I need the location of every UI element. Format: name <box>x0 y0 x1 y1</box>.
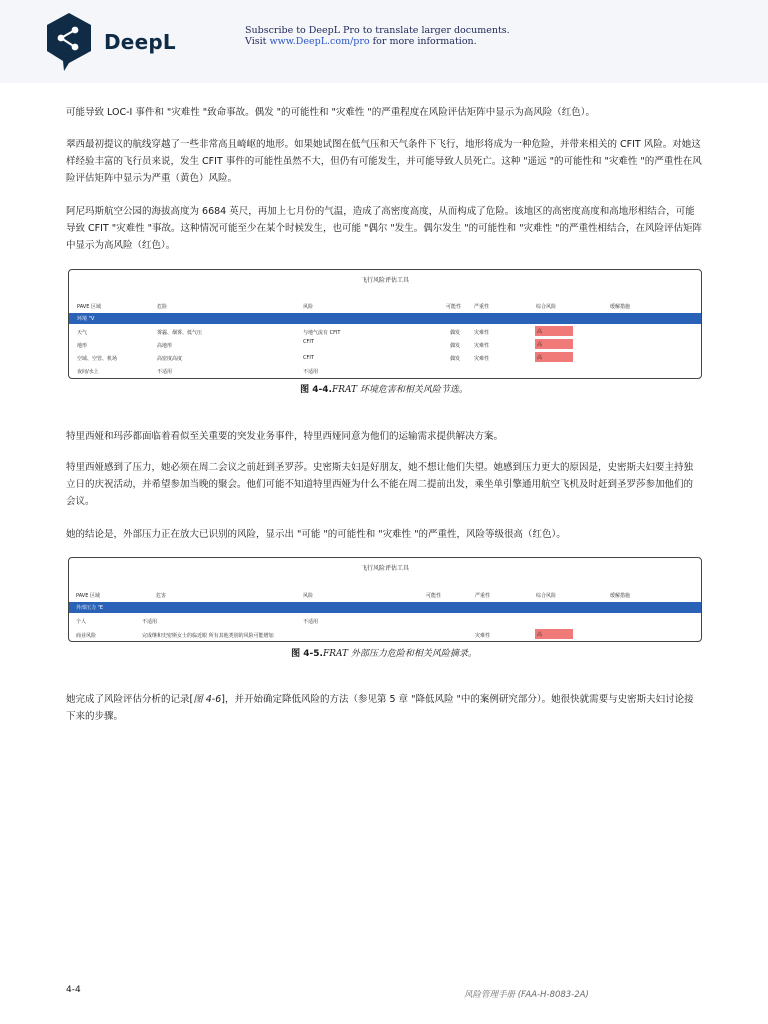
col-mitigation: 缓解措施 <box>610 304 631 310</box>
paragraph-7 <box>66 691 702 725</box>
risk-high-badge <box>535 352 573 362</box>
cell-risk: 不适用 <box>303 369 319 375</box>
paragraph-7-end: ]，并开始确定降低风险的方法（参见第 5 章 "降低风险 "中的案例研究部分）。她很快就需要与史密斯夫妇讨论接下来的步骤。 <box>66 694 694 722</box>
col-overall-risk: 综合风险 <box>536 593 557 599</box>
table-row <box>69 628 701 641</box>
cell-severity: 灾难性 <box>474 330 490 336</box>
cell-hazard: 高地形 <box>157 343 173 349</box>
risk-high-badge <box>535 629 573 639</box>
figure-caption-4-4 <box>0 382 768 395</box>
deepl-banner <box>0 0 768 83</box>
frat-section-row <box>69 602 701 613</box>
paragraph-5: 特里西娅感到了压力，她必须在周二会议之前赶到圣罗莎。史密斯夫妇是好朋友，她不想让他们失望。她感到压力更大的原因是，史密斯夫妇要主持独立日的庆祝活动，并希望参加当晚的聚会。他们可能不知道特里西娅为什么不能在周二提前出发，乘坐单引擎通用航空飞机及时赶到圣罗莎参加他们的会议。 <box>66 462 694 507</box>
cell-hazard: 完成继和史密斯女士的临近眼 所有其他类别的风险可能增加 <box>142 633 274 639</box>
document-footer-title: 风险管理手册 (FAA-H-8083-2A) <box>464 990 589 1000</box>
col-risk: 风险 <box>303 304 314 310</box>
promo-suffix: for more information. <box>369 36 477 47</box>
cell-pave: 空域、空管、机场 <box>77 356 118 362</box>
cell-likelihood: 偶发 <box>450 356 461 362</box>
col-severity: 严重性 <box>475 593 491 599</box>
frat-title: 飞行风险评估工具 <box>360 565 409 572</box>
frat-header-row <box>69 592 701 602</box>
table-row <box>69 615 701 628</box>
col-risk: 风险 <box>303 593 314 599</box>
col-hazard: 危险 <box>157 304 168 310</box>
promo-text <box>245 25 510 47</box>
figure-caption-4-5 <box>0 646 768 659</box>
promo-line-1: Subscribe to DeepL Pro to translate larger documents. <box>245 25 510 36</box>
col-likelihood: 可能性 <box>446 304 462 310</box>
deepl-logo[interactable] <box>44 10 194 74</box>
paragraph-4: 特里西娅和玛莎都面临着看似至关重要的突发业务事件，特里西娅同意为他们的运输需求提供解决方案。 <box>66 431 504 442</box>
paragraph-2: 翠西最初提议的航线穿越了一些非常高且崎岖的地形。如果她试图在低气压和天气条件下飞行，地形将成为一种危险，并带来相关的 CFIT 风险。对她这样经验丰富的飞行员来说，发生 CFIT 事件的可能性虽然不大，但仍有可能发生，并可能导致人员死亡。这种 "遥远 "的可能性和 "灾难性 "的严重性在风险评估矩阵中显示为严重（黄色）风险。 <box>66 139 702 184</box>
cell-severity: 灾难性 <box>475 633 491 639</box>
risk-high-badge <box>535 326 573 336</box>
cell-pave: 地形 <box>77 343 88 349</box>
caption-text: FRAT 环境危害和相关风险节选。 <box>331 385 468 395</box>
cell-pave: 夜间/水上 <box>77 369 99 375</box>
cell-overall-risk: 高 <box>537 632 543 638</box>
deepl-pro-link[interactable]: www.DeepL.com/pro <box>269 36 370 47</box>
cell-hazard: 不适用 <box>142 619 158 625</box>
cell-overall-risk: 高 <box>537 329 543 335</box>
cell-pave: 天气 <box>77 330 88 336</box>
cell-hazard: 雾霾、烟雾、低气压 <box>157 330 203 336</box>
frat-section-row <box>69 313 701 324</box>
cell-pave: 个人 <box>76 619 87 625</box>
figure-4-6-reference[interactable]: 图 4-6 <box>193 694 222 705</box>
frat-table-external-pressure <box>68 557 702 642</box>
frat-table-environment <box>68 269 702 379</box>
table-row <box>69 365 701 378</box>
cell-severity: 灾难性 <box>474 343 490 349</box>
page-number: 4-4 <box>66 985 81 995</box>
cell-risk: CFIT <box>303 339 314 345</box>
cell-overall-risk: 高 <box>537 355 543 361</box>
caption-number: 图 4-5. <box>291 649 323 659</box>
table-row <box>69 352 701 365</box>
col-overall-risk: 综合风险 <box>536 304 557 310</box>
cell-likelihood: 偶发 <box>450 330 461 336</box>
section-label: 外部压力 "E <box>76 605 104 611</box>
cell-risk: 与地气流有 CFIT <box>303 330 341 336</box>
paragraph-1: 可能导致 LOC-I 事件和 "灾难性 "致命事故。偶发 "的可能性和 "灾难性 "的严重程度在风险评估矩阵中显示为高风险（红色）。 <box>66 107 596 118</box>
cell-risk: 不适用 <box>303 619 319 625</box>
col-pave: PAVE 区域 <box>77 304 101 310</box>
cell-risk: CFIT <box>303 355 314 361</box>
promo-line-2 <box>245 36 510 47</box>
risk-high-badge <box>535 339 573 349</box>
cell-hazard: 高密度高度 <box>157 356 183 362</box>
table-row <box>69 339 701 352</box>
section-label: 环境 "V <box>77 316 95 322</box>
frat-header-row <box>69 303 701 313</box>
cell-severity: 灾难性 <box>474 356 490 362</box>
col-pave: PAVE 区域 <box>76 593 100 599</box>
col-hazard: 危害 <box>156 593 167 599</box>
deepl-logo-icon <box>44 11 94 73</box>
col-severity: 严重性 <box>474 304 490 310</box>
cell-likelihood: 偶发 <box>450 343 461 349</box>
caption-text: FRAT 外部压力危险和相关风险摘录。 <box>322 649 477 659</box>
cell-pave: 商业风险 <box>76 633 97 639</box>
caption-number: 图 4-4. <box>300 385 332 395</box>
paragraph-7-start: 她完成了风险评估分析的记录[ <box>66 694 194 705</box>
paragraph-6: 她的结论是，外部压力正在放大已识别的风险，显示出 "可能 "的可能性和 "灾难性 "的严重性，风险等级很高（红色）。 <box>66 529 566 540</box>
paragraph-3: 阿尼玛斯航空公园的海拔高度为 6684 英尺，再加上七月份的气温，造成了高密度高度，从而构成了危险。该地区的高密度高度和高地形相结合，可能导致 CFIT "灾难性 "事故。这种情况可能至少在某个时候发生，也可能 "偶尔 "发生。偶尔发生 "的可能性和 "灾难性 "的严重性相结合，在风险评估矩阵中显示为高风险（红色）。 <box>66 206 702 251</box>
frat-title: 飞行风险评估工具 <box>360 277 409 284</box>
promo-visit: Visit <box>245 36 270 47</box>
table-row <box>69 326 701 339</box>
col-likelihood: 可能性 <box>426 593 442 599</box>
deepl-brand-name: DeepL <box>104 30 176 54</box>
cell-overall-risk: 高 <box>537 342 543 348</box>
col-mitigation: 缓解措施 <box>610 593 631 599</box>
cell-hazard: 不适用 <box>157 369 173 375</box>
